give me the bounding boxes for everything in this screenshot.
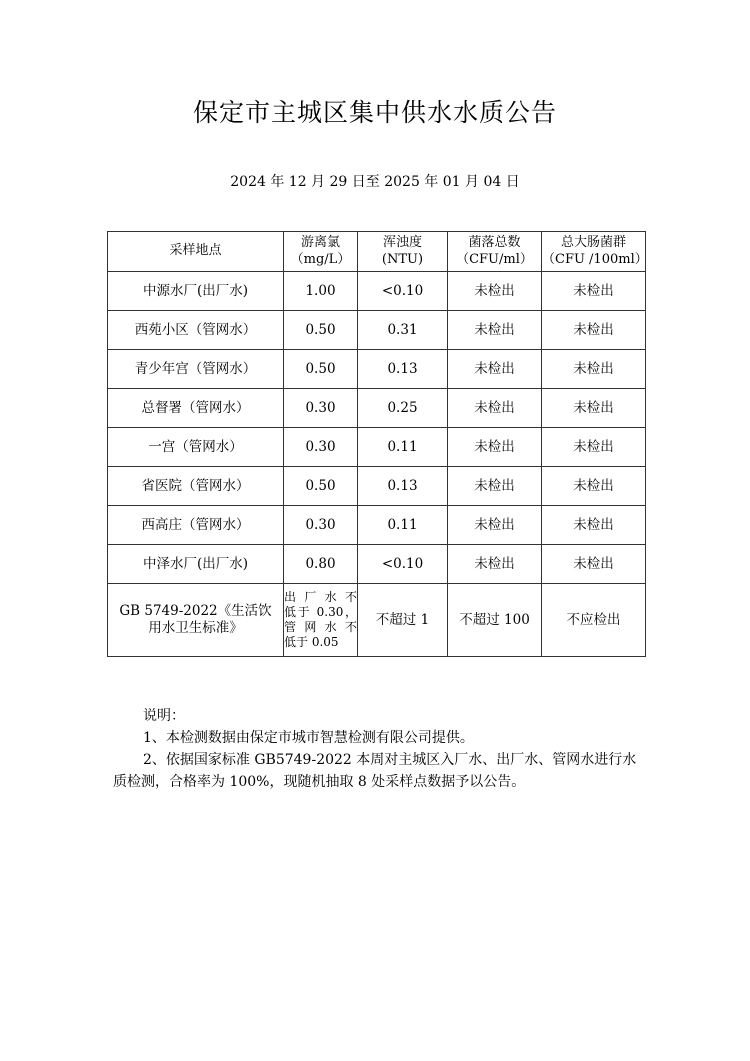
cell-turbidity: 0.11 [358,506,448,545]
header-turbidity: 浑浊度 (NTU) [358,232,448,272]
header-total-coliform: 总大肠菌群 （CFU /100ml） [542,232,646,272]
table-row [108,506,646,545]
header-colony-count: 菌落总数 （CFU/ml） [448,232,542,272]
cell-colony: 未检出 [448,545,542,584]
cell-turbidity: 0.31 [358,311,448,350]
cell-turbidity: 0.25 [358,389,448,428]
cell-site: 一宫（管网水） [108,428,284,467]
cell-turbidity: <0.10 [358,272,448,311]
cell-site: 青少年宫（管网水） [108,350,284,389]
cell-site: 省医院（管网水） [108,467,284,506]
cell-colony: 未检出 [448,506,542,545]
cell-colony: 未检出 [448,272,542,311]
cell-chlorine: 0.80 [284,545,358,584]
cell-coliform: 未检出 [542,311,646,350]
table-row [108,428,646,467]
cell-chlorine: 0.30 [284,428,358,467]
cell-chlorine: 0.50 [284,350,358,389]
cell-coliform: 未检出 [542,350,646,389]
cell-coliform: 未检出 [542,545,646,584]
table-row [108,467,646,506]
header-free-chlorine: 游离氯 （mg/L） [284,232,358,272]
date-range: 2024 年 12 月 29 日至 2025 年 01 月 04 日 [230,174,520,190]
cell-coliform: 未检出 [542,389,646,428]
cell-chlorine: 0.50 [284,311,358,350]
cell-coliform: 未检出 [542,467,646,506]
table-row [108,311,646,350]
cell-coliform: 未检出 [542,272,646,311]
cell-colony: 未检出 [448,350,542,389]
table-row [108,389,646,428]
header-site: 采样地点 [108,232,284,272]
cell-site: 总督署（管网水） [108,389,284,428]
cell-turbidity: 0.11 [358,428,448,467]
standard-name-cell: GB 5749-2022《生活饮 用水卫生标准》 [108,584,284,657]
cell-chlorine: 0.50 [284,467,358,506]
cell-colony: 未检出 [448,467,542,506]
cell-chlorine: 1.00 [284,272,358,311]
cell-coliform: 未检出 [542,428,646,467]
standard-coliform-cell: 不应检出 [542,584,646,657]
notes-heading: 说明： [143,708,185,724]
notes-section [113,705,643,793]
notes-item-1: 1、本检测数据由保定市城市智慧检测有限公司提供。 [143,730,474,746]
notes-item-2: 2、依据国家标准 GB5749-2022 本周对主城区入厂水、出厂水、管网水进行水质检测，合格率为 100%，现随机抽取 8 处采样点数据予以公告。 [113,752,637,790]
cell-site: 西高庄（管网水） [108,506,284,545]
cell-turbidity: <0.10 [358,545,448,584]
page-title: 保定市主城区集中供水水质公告 [192,98,557,127]
cell-colony: 未检出 [448,428,542,467]
cell-turbidity: 0.13 [358,467,448,506]
table-row [108,545,646,584]
cell-colony: 未检出 [448,389,542,428]
standard-turbidity-cell: 不超过 1 [358,584,448,657]
standard-chlorine-cell: 出 厂 水 不 低于 0.30， 管 网 水 不 低于 0.05 [284,584,358,657]
water-quality-table [107,231,646,657]
standard-colony-cell: 不超过 100 [448,584,542,657]
standard-row [108,584,646,657]
cell-turbidity: 0.13 [358,350,448,389]
cell-colony: 未检出 [448,311,542,350]
cell-site: 中泽水厂(出厂水) [108,545,284,584]
cell-chlorine: 0.30 [284,389,358,428]
table-row [108,272,646,311]
cell-site: 西苑小区（管网水） [108,311,284,350]
cell-site: 中源水厂(出厂水) [108,272,284,311]
table-row [108,350,646,389]
cell-coliform: 未检出 [542,506,646,545]
table-header-row [108,232,646,272]
cell-chlorine: 0.30 [284,506,358,545]
